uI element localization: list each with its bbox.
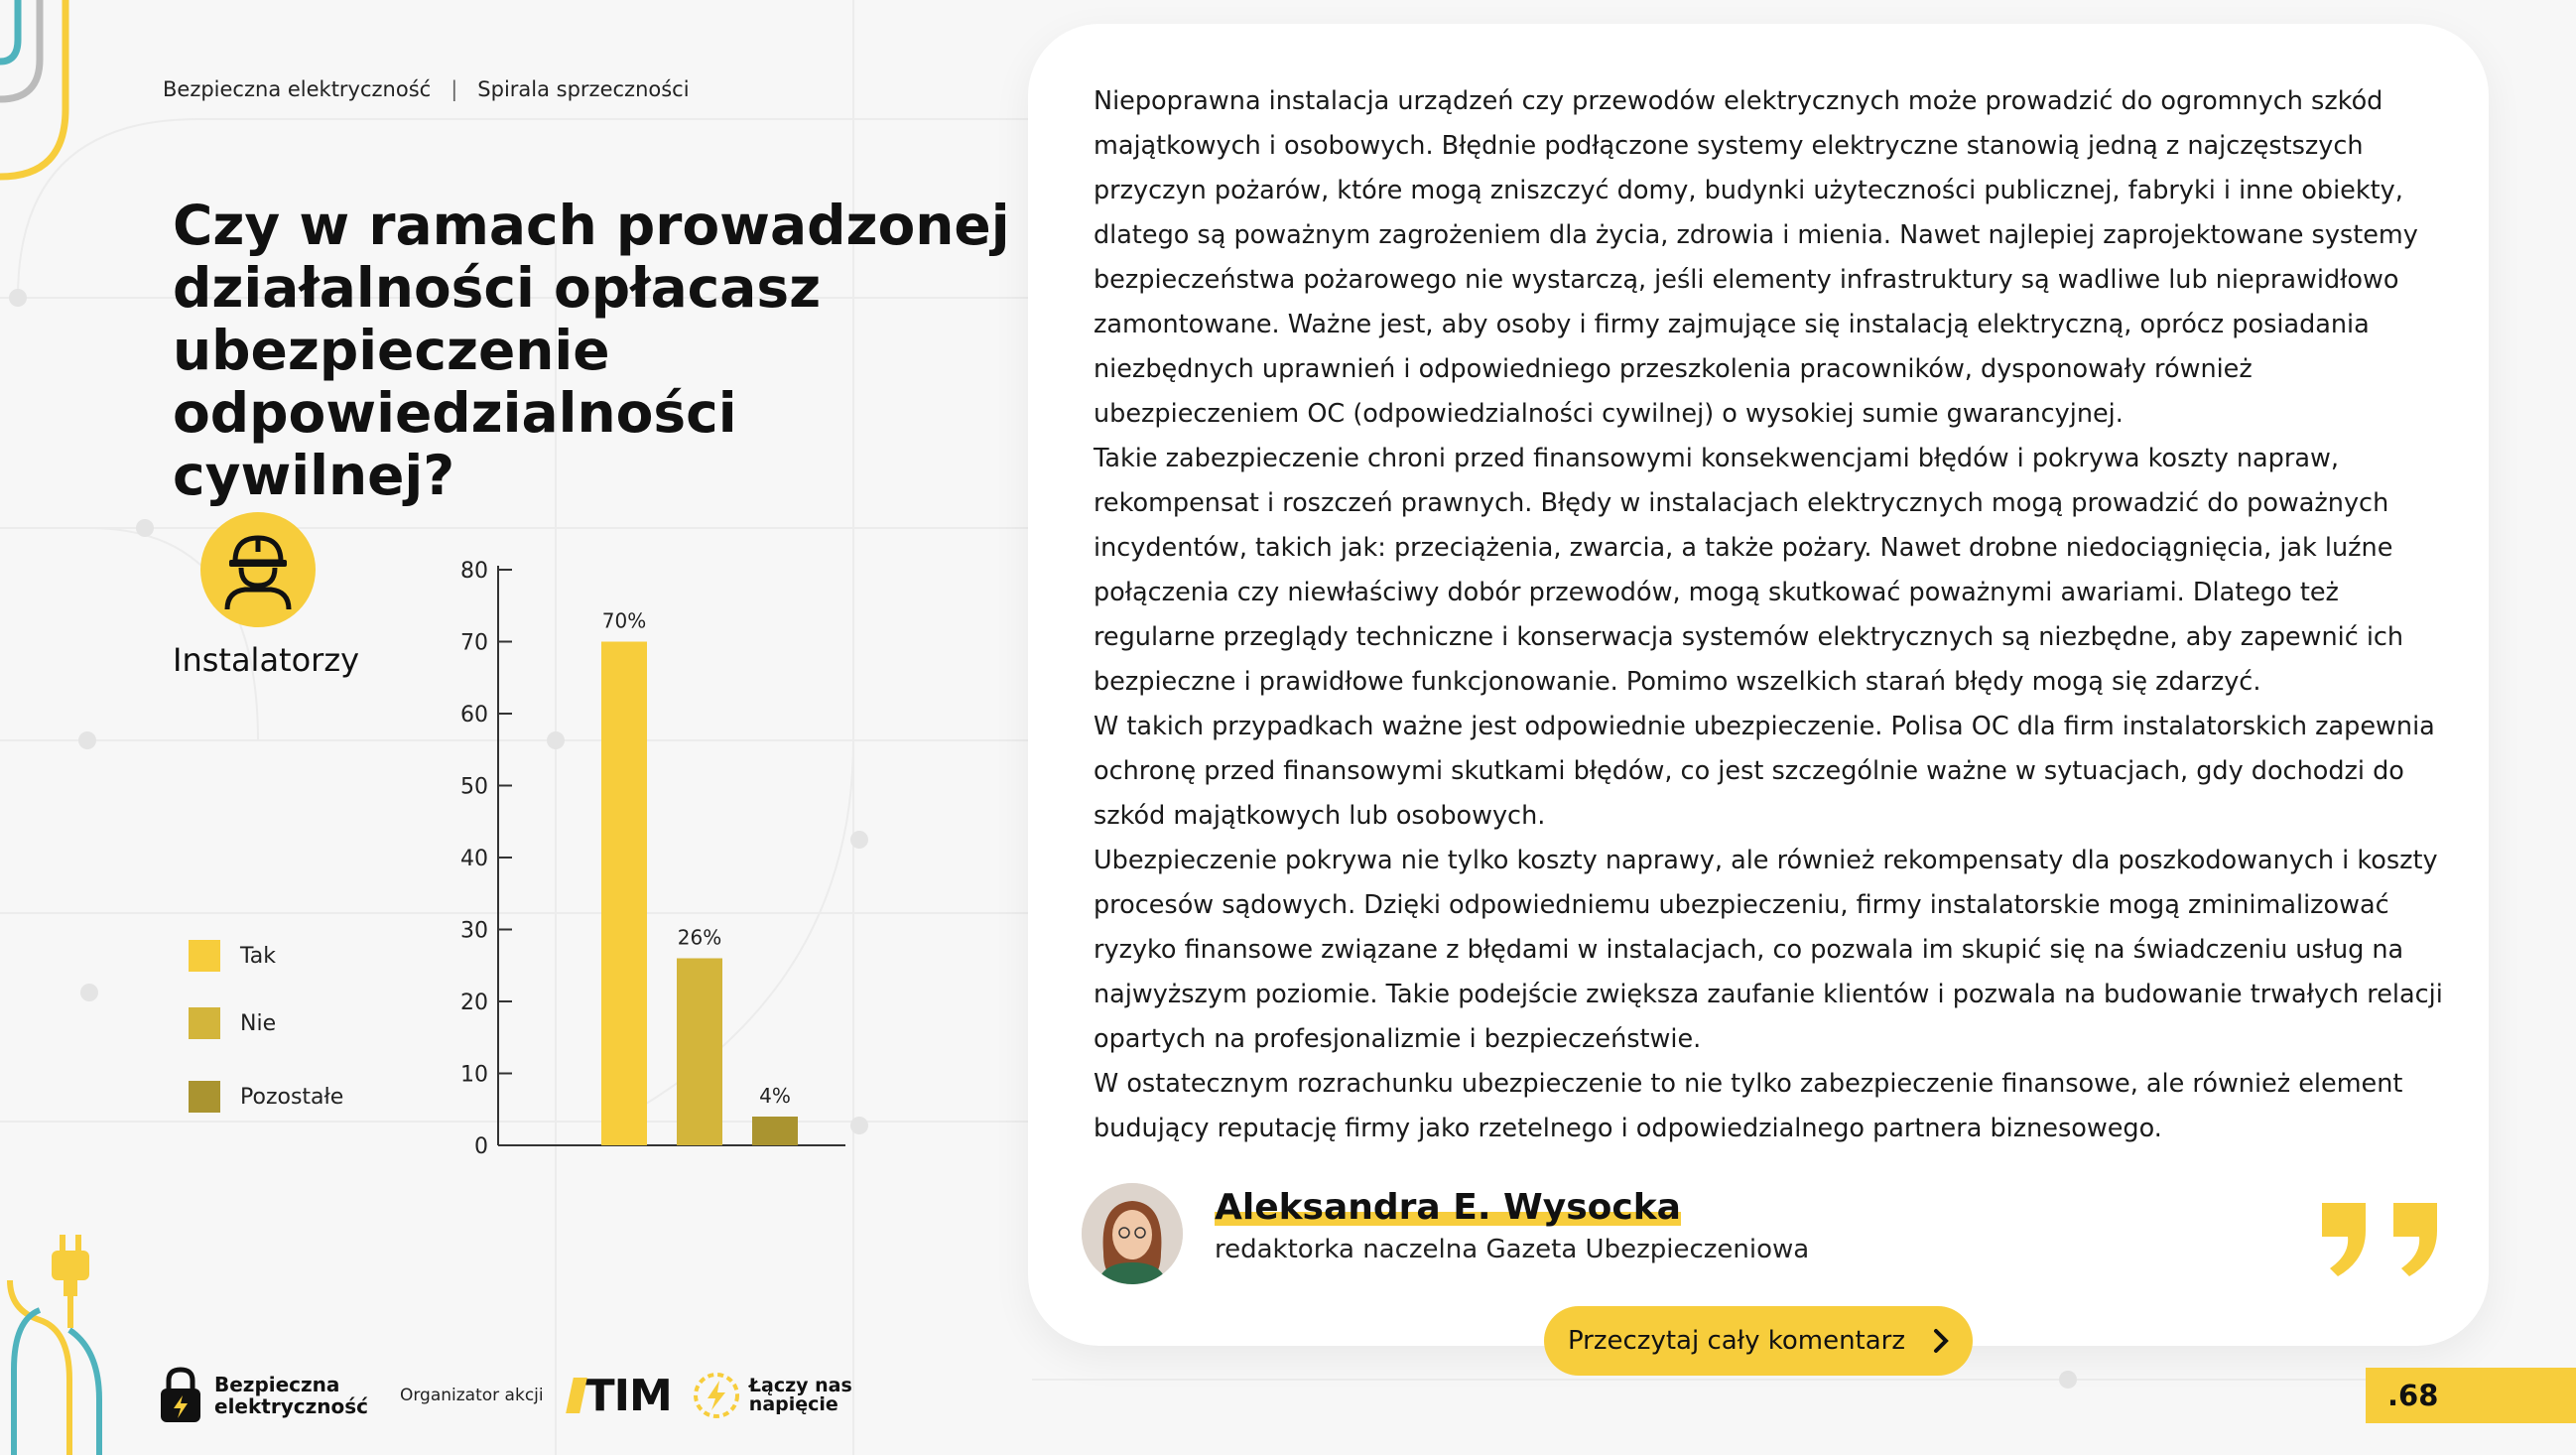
padlock-icon: [159, 1367, 202, 1424]
read-full-comment-button[interactable]: [1544, 1306, 1973, 1376]
survey-question: Czy w ramach prowadzonej działalności opłacasz ubezpieczenie odpowiedzialności cywilnej?: [173, 194, 1010, 507]
author-name: [1215, 1187, 1681, 1228]
footer: [159, 1360, 852, 1431]
slogan-logo: [692, 1371, 852, 1420]
lightning-circle-icon: [692, 1371, 741, 1420]
y-tick-label: 0: [474, 1134, 488, 1159]
plug-icon: [46, 1235, 95, 1328]
breadcrumb-topic: Spirala sprzeczności: [477, 77, 690, 101]
comment-paragraph: W takich przypadkach ważne jest odpowiednie ubezpieczenie. Polisa OC dla firm instalatorskich zapewnia ochronę przed finansowymi skutkami błędów, co jest szczególnie ważne w sytuacjach, gdy dochodzi do szkód majątkowych lub osobowych.: [1094, 712, 2435, 831]
slogan-line2: napięcie: [748, 1393, 838, 1415]
chart-legend: [189, 939, 343, 1147]
author-name-text: Aleksandra E. Wysocka: [1215, 1187, 1681, 1228]
bar-value-label: 70%: [601, 608, 647, 633]
group-label: Instalatorzy: [173, 641, 360, 679]
quote-icon: [2316, 1197, 2445, 1276]
bar-pozostałe: [752, 1117, 798, 1145]
comment-text: [1094, 79, 2443, 1151]
comment-paragraph: W ostatecznym rozrachunku ubezpieczenie to nie tylko zabezpieczenie finansowe, ale również element budujący reputację firmy jako rzetelnego i odpowiedzialnego partnera biznesowego.: [1094, 1069, 2403, 1143]
tim-logo-mark: [566, 1378, 587, 1413]
bar-value-label: 26%: [677, 925, 722, 950]
y-tick-label: 60: [460, 703, 488, 728]
comment-paragraph: Ubezpieczenie pokrywa nie tylko koszty naprawy, ale również rekompensaty dla poszkodowanych i koszty procesów sądowych. Dzięki odpowiedniemu ubezpieczeniu, firmy instalatorskie mogą zminimalizować ryzyko finansowe związane z błędami w instalacjach, co pozwala im skupić się na świadczeniu usług na najwyższym poziomie. Takie podejście zwiększa zaufanie klientów i pozwala na budowanie trwałych relacji opartych na profesjonalizmie i bezpieczeństwie.: [1094, 846, 2443, 1054]
footer-brand: [159, 1367, 368, 1424]
legend-label: Pozostałe: [240, 1084, 344, 1110]
author-role: redaktorka naczelna Gazeta Ubezpieczeniowa: [1215, 1235, 1810, 1264]
brand-line1: Bezpieczna: [214, 1373, 340, 1396]
y-tick-label: 10: [460, 1062, 488, 1088]
y-tick-label: 40: [460, 847, 488, 871]
bar-tak: [601, 642, 647, 1146]
author-photo: [1082, 1183, 1183, 1284]
legend-label: Nie: [240, 1010, 277, 1036]
legend-item-pozostale: [189, 1080, 343, 1114]
legend-item-tak: [189, 939, 343, 973]
comment-paragraph: Niepoprawna instalacja urządzeń czy przewodów elektrycznych może prowadzić do ogromnych szkód majątkowych i osobowych. Błędnie podłączone systemy elektryczne stanowią jedną z najczęstszych przyczyn pożarów, które mogą zniszczyć domy, budynki użyteczności publicznej, fabryki i inne obiekty, dlatego są poważnym zagrożeniem dla życia, zdrowia i mienia. Nawet najlepiej zaprojektowane systemy bezpieczeństwa pożarowego nie wystarczą, jeśli elementy infrastruktury są wadliwe lub nieprawidłowo zamontowane. Ważne jest, aby osoby i firmy zajmujące się instalacją elektryczną, oprócz posiadania niezbędnych uprawnień i odpowiedniego przeszkolenia pracowników, dysponowały również ubezpieczeniem OC (odpowiedzialności cywilnej) o wysokiej sumie gwarancyjnej.: [1094, 86, 2418, 429]
y-tick-label: 20: [460, 991, 488, 1015]
tim-logo: [570, 1371, 672, 1421]
bar-value-label: 4%: [759, 1084, 791, 1108]
tim-logo-text: TIM: [584, 1370, 672, 1421]
organizer-label: Organizator akcji: [399, 1386, 544, 1405]
legend-label: Tak: [240, 943, 277, 969]
page-number: .68: [2366, 1368, 2576, 1423]
cta-label: Przeczytaj cały komentarz: [1567, 1326, 1906, 1356]
y-tick-label: 80: [460, 559, 488, 584]
chevron-right-icon: [1933, 1328, 1949, 1354]
breadcrumb-separator: |: [451, 77, 458, 101]
slogan-line1: Łączy nas: [748, 1375, 852, 1396]
legend-swatch: [189, 1007, 220, 1039]
brand-line2: elektryczność: [214, 1394, 368, 1418]
legend-item-nie: [189, 1006, 343, 1040]
y-tick-label: 50: [460, 774, 488, 800]
legend-swatch: [189, 940, 220, 972]
breadcrumb: [163, 77, 690, 101]
y-tick-label: 30: [460, 918, 488, 944]
bar-chart: [437, 546, 853, 1161]
worker-helmet-icon: [200, 512, 316, 627]
legend-swatch: [189, 1081, 220, 1113]
comment-paragraph: Takie zabezpieczenie chroni przed finansowymi konsekwencjami błędów i pokrywa koszty napraw, rekompensat i roszczeń prawnych. Błędy w instalacjach elektrycznych mogą prowadzić do poważnych incydentów, takich jak: przeciążenia, zwarcia, a także pożary. Nawet drobne niedociągnięcia, jak luźne połączenia czy niewłaściwy dobór przewodów, mogą skutkować poważnymi awariami. Dlatego też regularne przeglądy techniczne i konserwacja systemów elektrycznych są niezbędne, aby zapewnić ich bezpieczne i prawidłowe funkcjonowanie. Pomimo wszelkich starań błędy mogą się zdarzyć.: [1094, 444, 2404, 697]
y-tick-label: 70: [460, 630, 488, 656]
bar-nie: [677, 959, 722, 1146]
breadcrumb-section: Bezpieczna elektryczność: [163, 77, 432, 101]
